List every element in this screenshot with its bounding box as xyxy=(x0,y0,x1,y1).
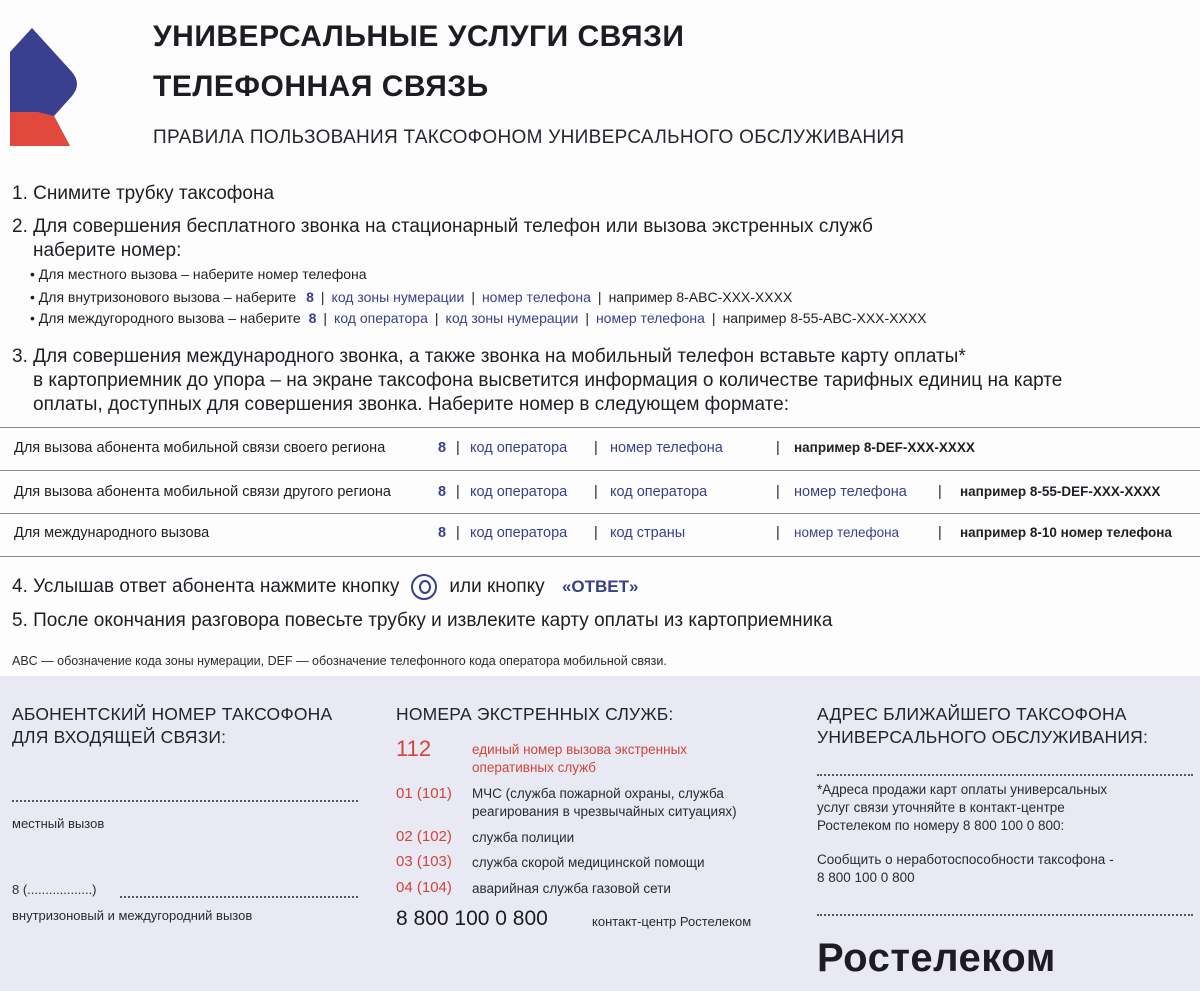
info-panel xyxy=(0,676,1200,991)
local-call-label: местный вызов xyxy=(12,816,105,831)
emergency-heading: НОМЕРА ЭКСТРЕННЫХ СЛУЖБ: xyxy=(396,704,674,724)
step-2-line-1: 2. Для совершения бесплатного звонка на стационарный телефон или вызова экстренных служб xyxy=(12,216,873,237)
footnote: ABC — обозначение кода зоны нумерации, DEF — обозначение телефонного кода оператора мобильной связи. xyxy=(12,654,667,668)
step-3-line-1: 3. Для совершения международного звонка, а также звонка на мобильный телефон вставьте карту оплаты* xyxy=(12,346,966,367)
zone-code: код зоны нумерации xyxy=(331,289,465,305)
zone-call-label: • Для внутризонового вызова – наберите xyxy=(30,289,297,305)
emergency-text: служба скорой медицинской помощи xyxy=(472,855,705,870)
emergency-code: 01 (101) xyxy=(396,785,452,802)
answer-label: «ОТВЕТ» xyxy=(561,577,639,597)
answer-button-icon xyxy=(411,574,437,600)
local-call-rule: • Для местного вызова – наберите номер телефона xyxy=(30,266,367,282)
row-8: 8 xyxy=(438,440,447,456)
local-number-field xyxy=(12,800,358,802)
address-heading-1: АДРЕС БЛИЖАЙШЕГО ТАКСОФОНА xyxy=(817,704,1127,724)
row-label: Для международного вызова xyxy=(14,525,210,541)
incoming-number-heading-2: ДЛЯ ВХОДЯЩЕЙ СВЯЗИ: xyxy=(12,727,227,747)
row-example: например 8-55-DEF-XXX-XXXX xyxy=(960,484,1161,499)
emergency-code: 03 (103) xyxy=(396,853,452,870)
row-8: 8 xyxy=(438,525,447,541)
emergency-text: аварийная служба газовой сети xyxy=(472,881,671,896)
divider xyxy=(817,914,1193,916)
cards-note-2: услуг связи уточняйте в контакт-центре xyxy=(817,800,1065,815)
row-col-2: код страны xyxy=(610,525,686,541)
row-col-1: код оператора xyxy=(470,484,568,500)
ld-operator: код оператора xyxy=(334,310,428,326)
title-line-1: УНИВЕРСАЛЬНЫЕ УСЛУГИ СВЯЗИ xyxy=(153,20,685,53)
step-4-text: 4. Услышав ответ абонента нажмите кнопку xyxy=(12,576,400,598)
row-example: например 8-DEF-XXX-XXXX xyxy=(794,440,975,455)
row-label: Для вызова абонента мобильной связи другого региона xyxy=(14,484,391,500)
rostelecom-logo xyxy=(10,28,86,146)
step-3-line-2: в картоприемник до упора – на экране таксофона высветится информация о количестве тарифных единиц на карте xyxy=(33,370,1063,391)
row-label: Для вызова абонента мобильной связи своего региона xyxy=(14,440,386,456)
emergency-text: МЧС (служба пожарной охраны, служба xyxy=(472,786,724,801)
report-note-1: Сообщить о неработоспособности таксофона - xyxy=(817,852,1114,867)
incoming-number-heading-1: АБОНЕНТСКИЙ НОМЕР ТАКСОФОНА xyxy=(12,704,333,724)
row-col-3: номер телефона xyxy=(794,525,900,540)
title-line-2: ТЕЛЕФОННАЯ СВЯЗЬ xyxy=(153,70,489,103)
address-heading-2: УНИВЕРСАЛЬНОГО ОБСЛУЖИВАНИЯ: xyxy=(817,727,1149,747)
step-4 xyxy=(12,574,638,600)
ld-zone: код зоны нумерации xyxy=(445,310,579,326)
long-distance-rule: • Для междугородного вызова – наберите 8 | код оператора | код зоны нумерации | номер телефона | например 8-55-ABC-XXX-XXXX xyxy=(30,310,927,326)
row-example: например 8-10 номер телефона xyxy=(960,525,1172,540)
table-line xyxy=(0,427,1200,428)
ld-8: 8 xyxy=(308,310,317,326)
emergency-text: единый номер вызова экстренных xyxy=(472,742,688,757)
step-3-line-3: оплаты, доступных для совершения звонка. Наберите номер в следующем формате: xyxy=(33,394,789,415)
cards-note-3: Ростелеком по номеру 8 800 100 0 800: xyxy=(817,818,1065,833)
table-line xyxy=(0,470,1200,471)
zone-example: например 8-ABC-XXX-XXXX xyxy=(608,289,793,305)
step-2-line-2: наберите номер: xyxy=(33,240,182,261)
zone-call-rule: • Для внутризонового вызова – наберите 8 | код зоны нумерации | номер телефона | например 8-ABC-XXX-XXXX xyxy=(30,289,793,305)
report-note-2: 8 800 100 0 800 xyxy=(817,870,915,885)
row-col-2: код оператора xyxy=(610,484,708,500)
step-5: 5. После окончания разговора повесьте трубку и извлеките карту оплаты из картоприемника xyxy=(12,610,833,631)
step-4-or: или кнопку xyxy=(449,576,545,598)
row-col-3: номер телефона xyxy=(794,484,907,500)
zone-8: 8 xyxy=(306,289,314,305)
ld-example: например 8-55-ABC-XXX-XXXX xyxy=(722,310,927,326)
table-line xyxy=(0,513,1200,514)
contact-number: 8 800 100 0 800 xyxy=(396,907,548,930)
ld-call-label: внутризоновый и междугородний вызов xyxy=(12,908,253,923)
emergency-code: 02 (102) xyxy=(396,828,452,845)
address-field xyxy=(817,774,1193,776)
emergency-text: оперативных служб xyxy=(472,760,597,775)
row-col-1: код оператора xyxy=(470,525,568,541)
ld-number-field xyxy=(120,896,358,898)
subtitle: ПРАВИЛА ПОЛЬЗОВАНИЯ ТАКСОФОНОМ УНИВЕРСАЛЬНОГО ОБСЛУЖИВАНИЯ xyxy=(153,127,905,148)
cards-note-1: *Адреса продажи карт оплаты универсальных xyxy=(817,782,1108,797)
emergency-code: 112 xyxy=(396,736,432,761)
row-col-1: код оператора xyxy=(470,440,568,456)
prefix-label: 8 (..................) xyxy=(12,882,97,897)
row-col-2: номер телефона xyxy=(610,440,723,456)
row-8: 8 xyxy=(438,484,447,500)
emergency-code: 04 (104) xyxy=(396,879,452,896)
table-line xyxy=(0,556,1200,557)
ld-label: • Для междугородного вызова – наберите xyxy=(30,310,301,326)
zone-phone: номер телефона xyxy=(481,289,591,305)
ld-phone: номер телефона xyxy=(595,310,705,326)
emergency-text: служба полиции xyxy=(472,830,575,845)
brand-name: Ростелеком xyxy=(817,936,1056,980)
emergency-text: реагирования в чрезвычайных ситуациях) xyxy=(472,804,737,819)
contact-label: контакт-центр Ростелеком xyxy=(592,914,752,929)
step-1: 1. Снимите трубку таксофона xyxy=(12,183,275,204)
